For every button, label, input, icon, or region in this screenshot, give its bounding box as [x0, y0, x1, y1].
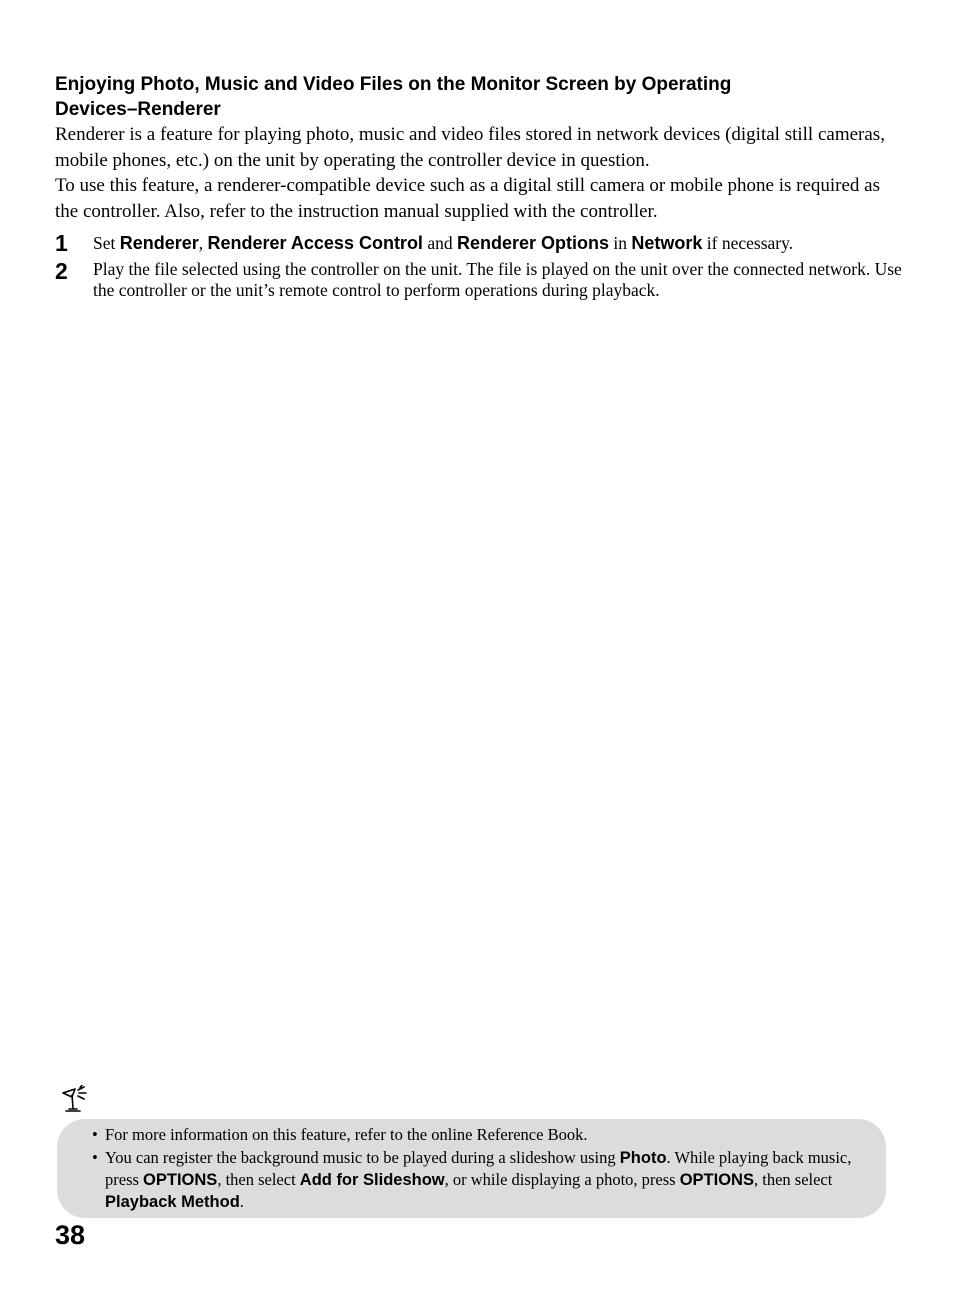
menu-item-playback-method: Playback Method [105, 1193, 240, 1211]
step-number: 1 [55, 230, 68, 256]
section-heading [55, 72, 915, 122]
button-options: OPTIONS [679, 1171, 754, 1189]
menu-item-photo: Photo [619, 1149, 667, 1167]
hint-lamp-icon [60, 1085, 96, 1117]
step-text-part: Set [93, 233, 120, 253]
menu-item-renderer-options: Renderer Options [456, 233, 609, 253]
hint-item-1 [92, 1124, 852, 1145]
step-text-part: in [609, 233, 632, 253]
menu-item-renderer-access-control: Renderer Access Control [207, 233, 423, 253]
step-number: 2 [55, 258, 68, 284]
intro-paragraph-1: Renderer is a feature for playing photo, music and video files stored in network devices (digital still cameras, mobile phones, etc.) on the unit by operating the controller device in question. [55, 124, 885, 171]
menu-item-renderer: Renderer [119, 233, 199, 253]
hint-text: , or while displaying a photo, press [444, 1170, 680, 1189]
intro-text [55, 122, 905, 224]
hint-text: , then select [753, 1170, 833, 1189]
hint-text: . [239, 1192, 244, 1211]
menu-item-network: Network [631, 233, 703, 253]
page-number: 38 [55, 1220, 86, 1250]
hint-text: . While playing back music, press [105, 1148, 852, 1189]
hint-item-2 [92, 1147, 852, 1213]
intro-paragraph-2: To use this feature, a renderer-compatible device such as a digital still camera or mobile phone is required as the controller. Also, refer to the instruction manual supplied with the controller. [55, 175, 881, 222]
hint-list [92, 1124, 852, 1215]
menu-item-add-for-slideshow: Add for Slideshow [299, 1171, 445, 1189]
hint-text: You can register the background music to be played during a slideshow using [105, 1148, 620, 1167]
step-text [93, 233, 913, 254]
step-text-part: , [198, 233, 208, 253]
hint-text: For more information on this feature, refer to the online Reference Book. [105, 1125, 588, 1144]
button-options: OPTIONS [143, 1171, 218, 1189]
heading-line-1: Enjoying Photo, Music and Video Files on the Monitor Screen by Operating [55, 74, 732, 95]
hint-text: , then select [217, 1170, 300, 1189]
step-text: Play the file selected using the controller on the unit. The file is played on the unit over the connected network. Use the controller or the unit’s remote control to perform operations during playback. [93, 259, 902, 300]
step-text-part: if necessary. [702, 233, 794, 253]
heading-line-2: Devices–Renderer [55, 99, 221, 120]
step-text-part: and [422, 233, 457, 253]
